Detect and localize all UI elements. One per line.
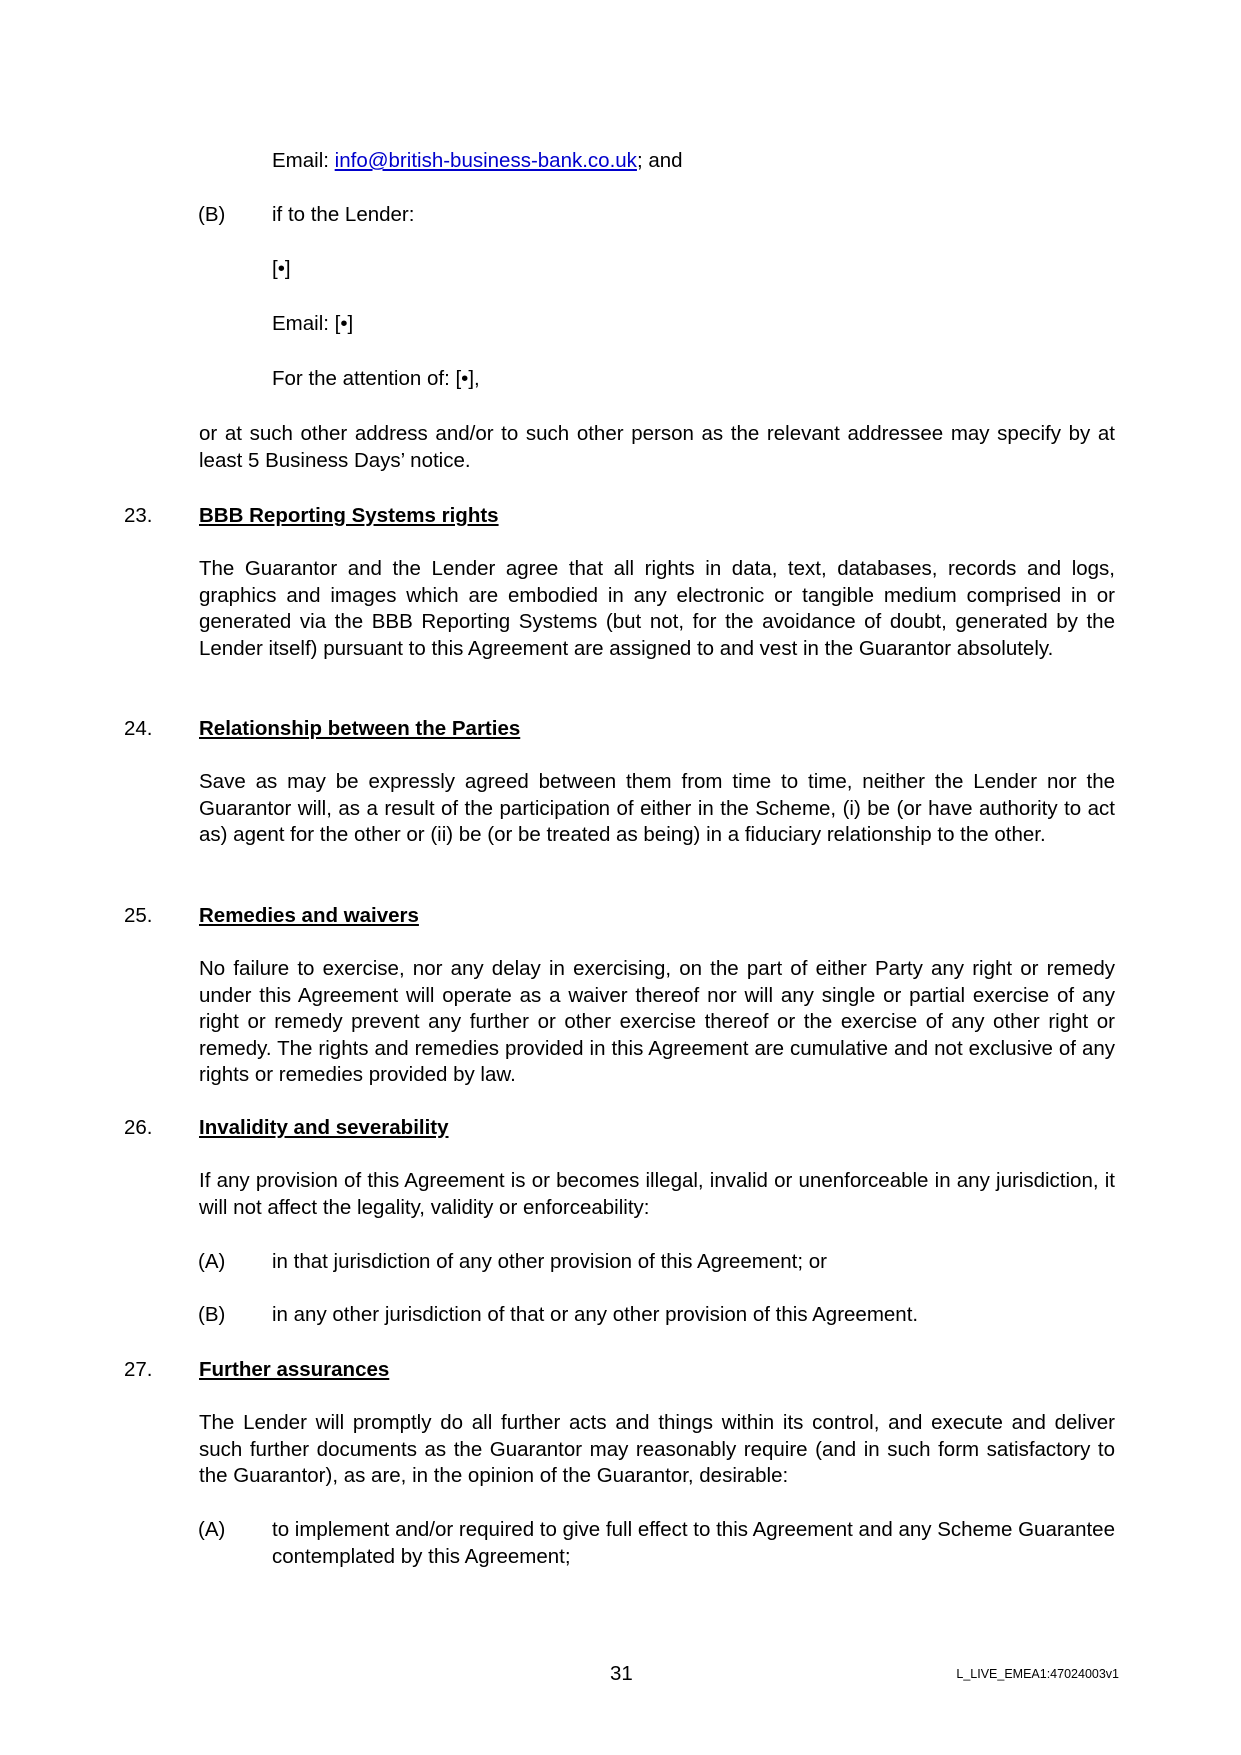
lender-address-placeholder: [•]	[272, 257, 291, 280]
section-number: 27.	[124, 1358, 153, 1381]
email-label: Email:	[272, 149, 329, 172]
section-body: The Lender will promptly do all further acts and things within its control, and execute and deliver such further documents as the Guarantor may reasonably require (and in such form satisfactory to the Guarantor), as are, in the opinion of the Guarantor, desirable:	[199, 1411, 1115, 1487]
list-item-label: (B)	[198, 1303, 226, 1326]
page-number: 31	[610, 1662, 633, 1685]
section-body: Save as may be expressly agreed between them from time to time, neither the Lender nor the Guarantor will, as a result of the participation of either in the Scheme, (i) be (or have authority to act as) agent for the other or (ii) be (or be treated as being) in a fiduciary relationship to the other.	[199, 770, 1115, 846]
section-heading: Relationship between the Parties	[199, 717, 521, 740]
section-number: 24.	[124, 717, 153, 740]
notice-closing-paragraph: or at such other address and/or to such other person as the relevant addressee may specify by at least 5 Business Days’ notice.	[199, 422, 1115, 472]
list-item-label: (A)	[198, 1250, 226, 1273]
section-heading: Further assurances	[199, 1358, 390, 1381]
document-reference: L_LIVE_EMEA1:47024003v1	[956, 1667, 1119, 1681]
lender-email-placeholder: Email: [•]	[272, 312, 354, 335]
list-item-text: in any other jurisdiction of that or any other provision of this Agreement.	[272, 1303, 919, 1326]
guarantor-email-link[interactable]: info@british-business-bank.co.uk	[334, 149, 637, 172]
section-body: The Guarantor and the Lender agree that all rights in data, text, databases, records and logs, graphics and images which are embodied in any electronic or tangible medium comprised in or generated via the BBB Reporting Systems (but not, for the avoidance of doubt, generated by the Lender itself) pursuant to this Agreement are assigned to and vest in the Guarantor absolutely.	[199, 557, 1115, 660]
item-b-label: (B)	[198, 203, 226, 226]
section-number: 26.	[124, 1116, 153, 1139]
section-number: 25.	[124, 904, 153, 927]
section-heading: BBB Reporting Systems rights	[199, 504, 499, 527]
list-item-text: to implement and/or required to give full effect to this Agreement and any Scheme Guarantee contemplated by this Agreement;	[272, 1518, 1115, 1568]
item-b-text: if to the Lender:	[272, 203, 415, 226]
section-body: No failure to exercise, nor any delay in exercising, on the part of either Party any right or remedy under this Agreement will operate as a waiver thereof nor will any single or partial exercise of any right or remedy prevent any further or other exercise thereof or the exercise of any other right or remedy. The rights and remedies provided in this Agreement are cumulative and not exclusive of any rights or remedies provided by law.	[199, 957, 1115, 1086]
lender-attention-placeholder: For the attention of: [•],	[272, 367, 480, 390]
section-heading: Remedies and waivers	[199, 904, 419, 927]
section-body: If any provision of this Agreement is or becomes illegal, invalid or unenforceable in any jurisdiction, it will not affect the legality, validity or enforceability:	[199, 1169, 1115, 1219]
email-suffix: ; and	[636, 149, 683, 172]
section-heading: Invalidity and severability	[199, 1116, 449, 1139]
section-number: 23.	[124, 504, 153, 527]
guarantor-email-line	[272, 148, 683, 175]
list-item-label: (A)	[198, 1518, 226, 1541]
list-item-text: in that jurisdiction of any other provision of this Agreement; or	[272, 1250, 827, 1273]
